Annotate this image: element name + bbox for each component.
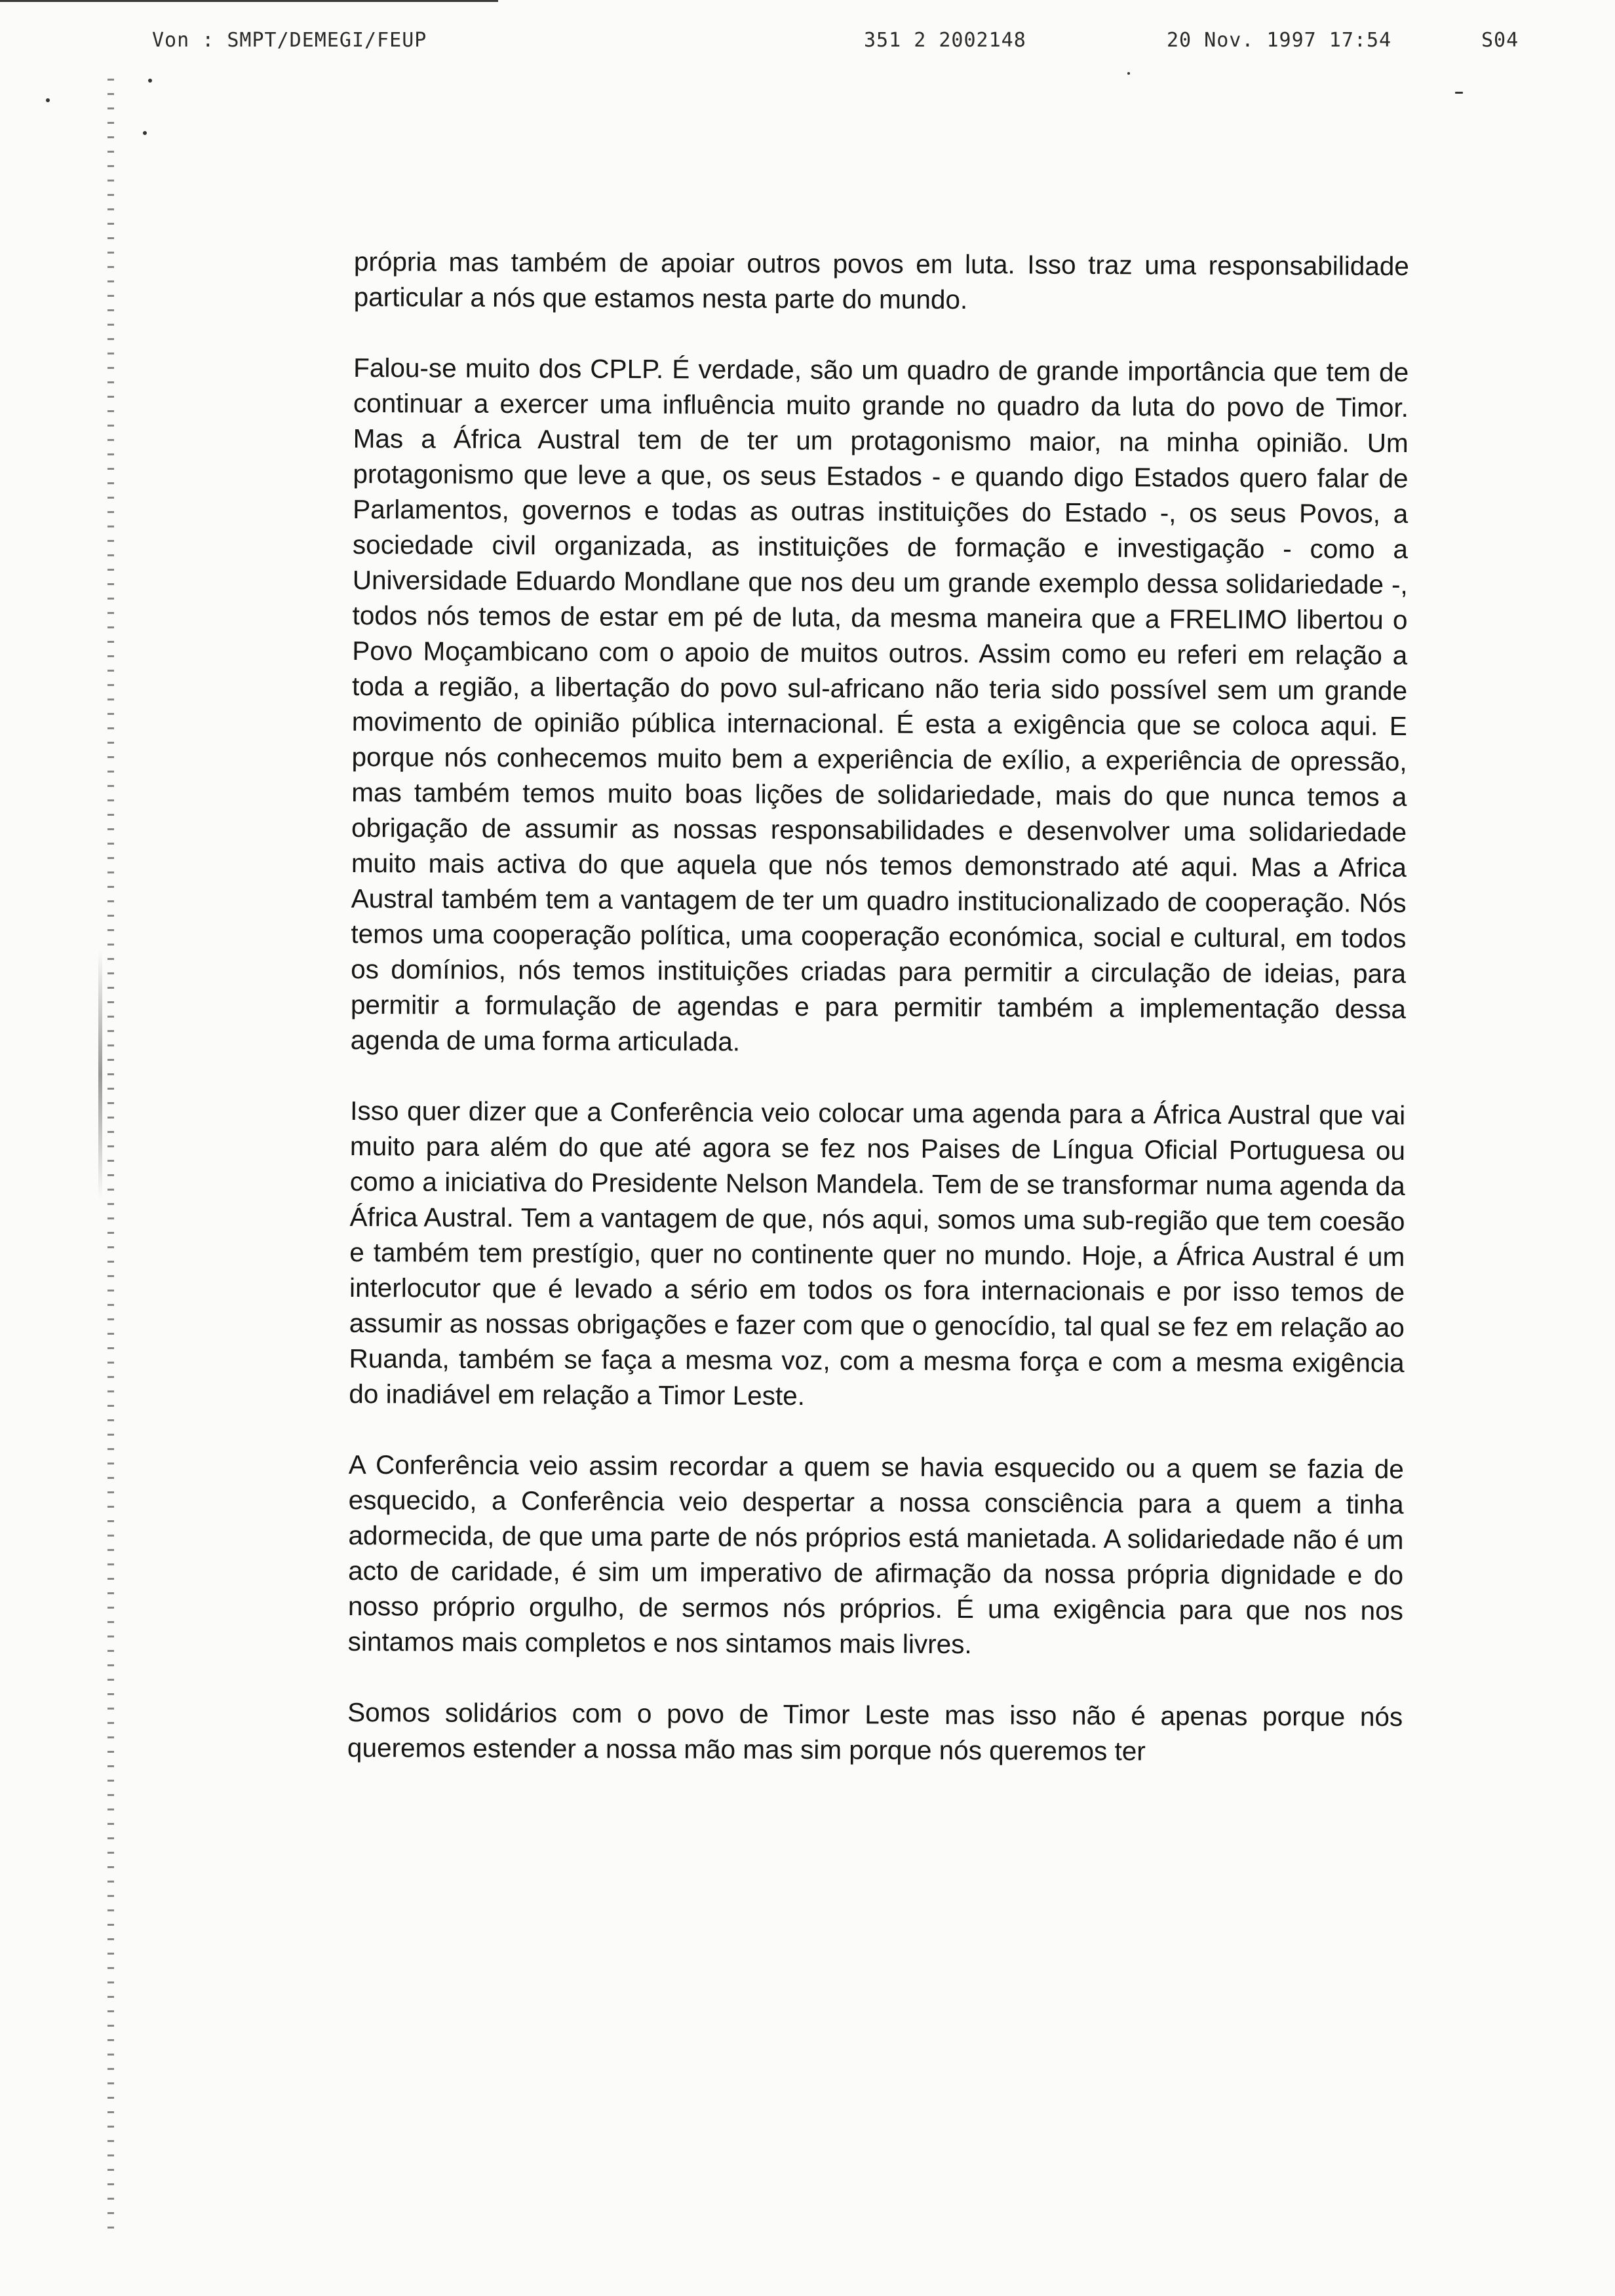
fax-page-number: S04 (1481, 29, 1519, 52)
scan-speck (46, 98, 50, 102)
scan-speck (143, 131, 147, 135)
paragraph: própria mas também de apoiar outros povos em luta. Isso traz uma responsabilidade particular a nós que estamos nesta parte do mundo. (353, 246, 1409, 315)
paragraph: Falou-se muito dos CPLP. É verdade, são um quadro de grande importância que tem de continuar a exercer uma influência muito grande no quadro da luta do povo de Timor. Mas a África Austral tem de ter um protagonismo maior, na minha opinião. Um protagonismo que leve a que, os seus Estados - e quando digo Estados quero falar de Parlamentos, governos e todas as outras instituições do Estado -, os seus Povos, a sociedade civil organizada, as instituições de formação e investigação - como a Universidade Eduardo Mondlane que nos deu um grande exemplo dessa solidariedade -, todos nós temos de estar em pé de luta, da mesma maneira que a FRELIMO libertou o Povo Moçambicano com o apoio de muitos outros. Assim como eu referi em relação a toda a região, a libertação do povo sul-africano não teria sido possível sem um grande movimento de opinião pública internacional. É esta a exigência que se coloca aqui. E porque nós conhecemos muito bem a experiência de exílio, a experiência de opressão, mas também temos muito boas lições de solidariedade, mais do que nunca temos a obrigação de assumir as nossas responsabilidades e desenvolver uma solidariedade muito mais activa do que aquela que nós temos demonstrado até aqui. Mas a Africa Austral também tem a vantagem de ter um quadro institucionalizado de cooperação. Nós temos uma cooperação política, uma cooperação económica, social e cultural, em todos os domínios, nós temos instituições criadas para permitir a circulação de ideias, para permitir a formulação de agendas e para permitir também a implementação dessa agenda de uma forma articulada. (350, 352, 1409, 1057)
paragraph: A Conferência veio assim recordar a quem se havia esquecido ou a quem se fazia de esquecido, a Conferência veio despertar a nossa consciência para a quem a tinha adormecida, de que uma parte de nós próprios está manietada. A solidariedade não é um acto de caridade, é sim um imperativo de afirmação da nossa própria dignidade e do nosso próprio orgulho, de sermos nós próprios. É uma exigência para que nos nos sintamos mais completos e nos sintamos mais livres. (347, 1449, 1404, 1660)
paragraph: Isso quer dizer que a Conferência veio colocar uma agenda para a África Austral que vai muito para além do que até agora se fez nos Paises de Língua Oficial Portuguesa ou como a iniciativa do Presidente Nelson Mandela. Tem de se transformar numa agenda da África Austral. Tem a vantagem de que, nós aqui, somos uma sub-região que tem coesão e também tem prestígio, quer no continente quer no mundo. Hoje, a África Austral é um interlocutor que é levado a sério em todos os fora internacionais e por isso temos de assumir as nossas obrigações e fazer com que o genocídio, tal qual se fez em relação ao Ruanda, também se faça a mesma voz, com a mesma força e com a mesma exigência do inadiável em relação a Timor Leste. (349, 1095, 1406, 1411)
scan-speck (1127, 72, 1130, 75)
fax-number: 351 2 2002148 (864, 29, 1026, 52)
fax-sender: Von : SMPT/DEMEGI/FEUP (152, 29, 427, 52)
scan-speck (1455, 92, 1463, 94)
scan-speck (148, 79, 152, 83)
scan-edge-shadow (98, 950, 102, 1199)
paragraph: Somos solidários com o povo de Timor Leste mas isso não é apenas porque nós queremos estender a nossa mão mas sim porque nós queremos ter (347, 1696, 1403, 1767)
fax-header (0, 20, 1615, 59)
fax-datetime: 20 Nov. 1997 17:54 (1167, 29, 1392, 52)
header-rule (0, 0, 498, 2)
document-body (347, 244, 1409, 1770)
scan-edge-artifact (107, 79, 114, 2241)
